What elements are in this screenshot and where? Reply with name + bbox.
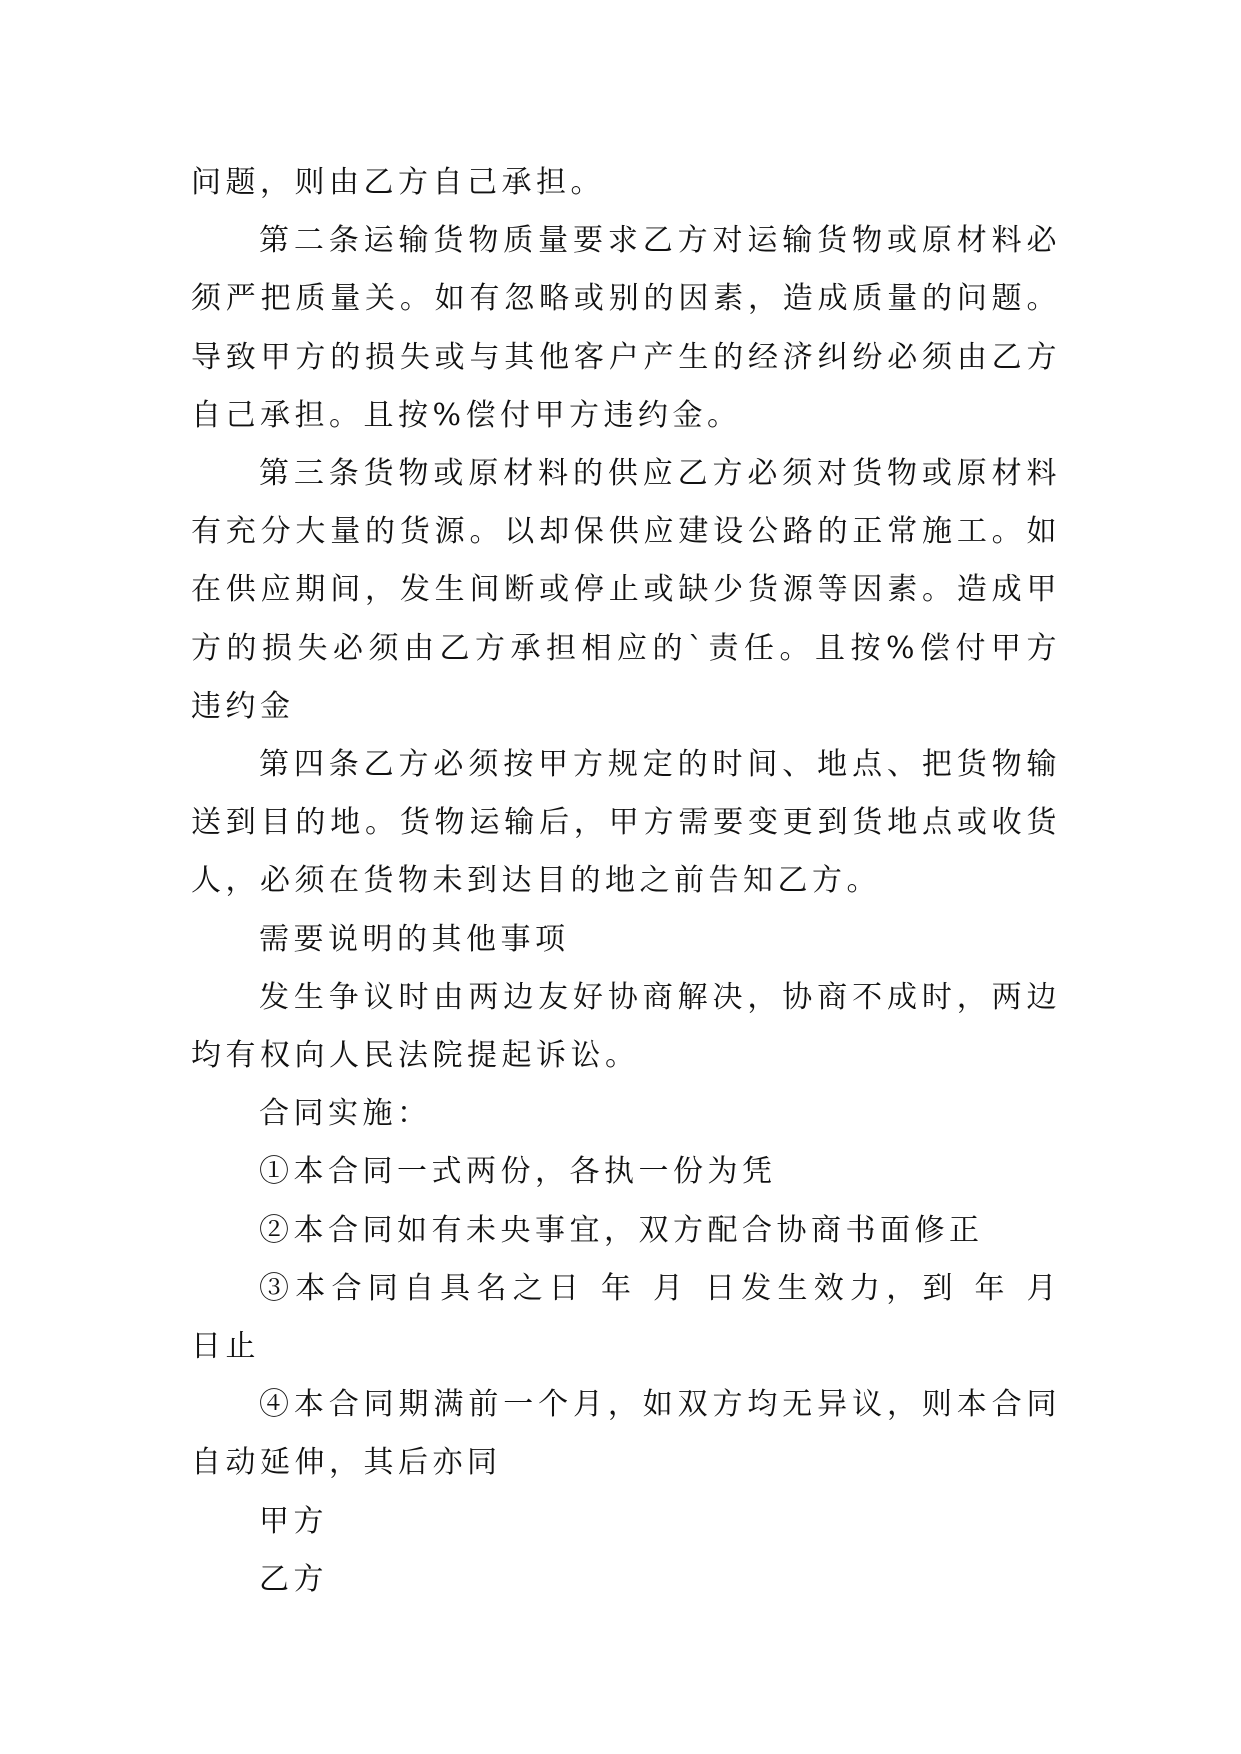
clause-1: ①本合同一式两份，各执一份为凭 [259, 1154, 777, 1190]
party-a-signature-line: 甲方 [259, 1503, 328, 1539]
clause-4: ④本合同期满前一个月，如双方均无异议，则本合同自动延伸，其后亦同 [191, 1387, 1061, 1481]
paragraph-continuation: 问题，则由乙方自己承担。 [191, 165, 605, 200]
heading-contract-implementation: 合同实施： [259, 1096, 432, 1132]
paragraph-article-2: 第二条运输货物质量要求乙方对运输货物或原材料必须严把质量关。如有忽略或别的因素，造成质量的问题。导致甲方的损失或与其他客户产生的经济纠纷必须由乙方自己承担。且按%偿付甲方违约金。 [191, 223, 1061, 433]
paragraph-disputes: 发生争议时由两边友好协商解决，协商不成时，两边均有权向人民法院提起诉讼。 [191, 979, 1061, 1074]
paragraph-article-3: 第三条货物或原材料的供应乙方必须对货物或原材料有充分大量的货源。以却保供应建设公路的正常施工。如在供应期间，发生间断或停止或缺少货源等因素。造成甲方的损失必须由乙方承担相应的`责任。且按%偿付甲方违约金 [191, 456, 1061, 724]
clause-3: ③本合同自具名之日 年 月 日发生效力，到 年 月 日止 [191, 1270, 1061, 1365]
party-b-signature-line: 乙方 [259, 1561, 328, 1597]
clause-2: ②本合同如有未央事宜，双方配合协商书面修正 [259, 1212, 984, 1248]
document-body [191, 154, 1061, 1609]
heading-other-matters: 需要说明的其他事项 [259, 921, 570, 957]
paragraph-article-4: 第四条乙方必须按甲方规定的时间、地点、把货物输送到目的地。货物运输后，甲方需要变更到货地点或收货人，必须在货物未到达目的地之前告知乙方。 [191, 747, 1061, 899]
